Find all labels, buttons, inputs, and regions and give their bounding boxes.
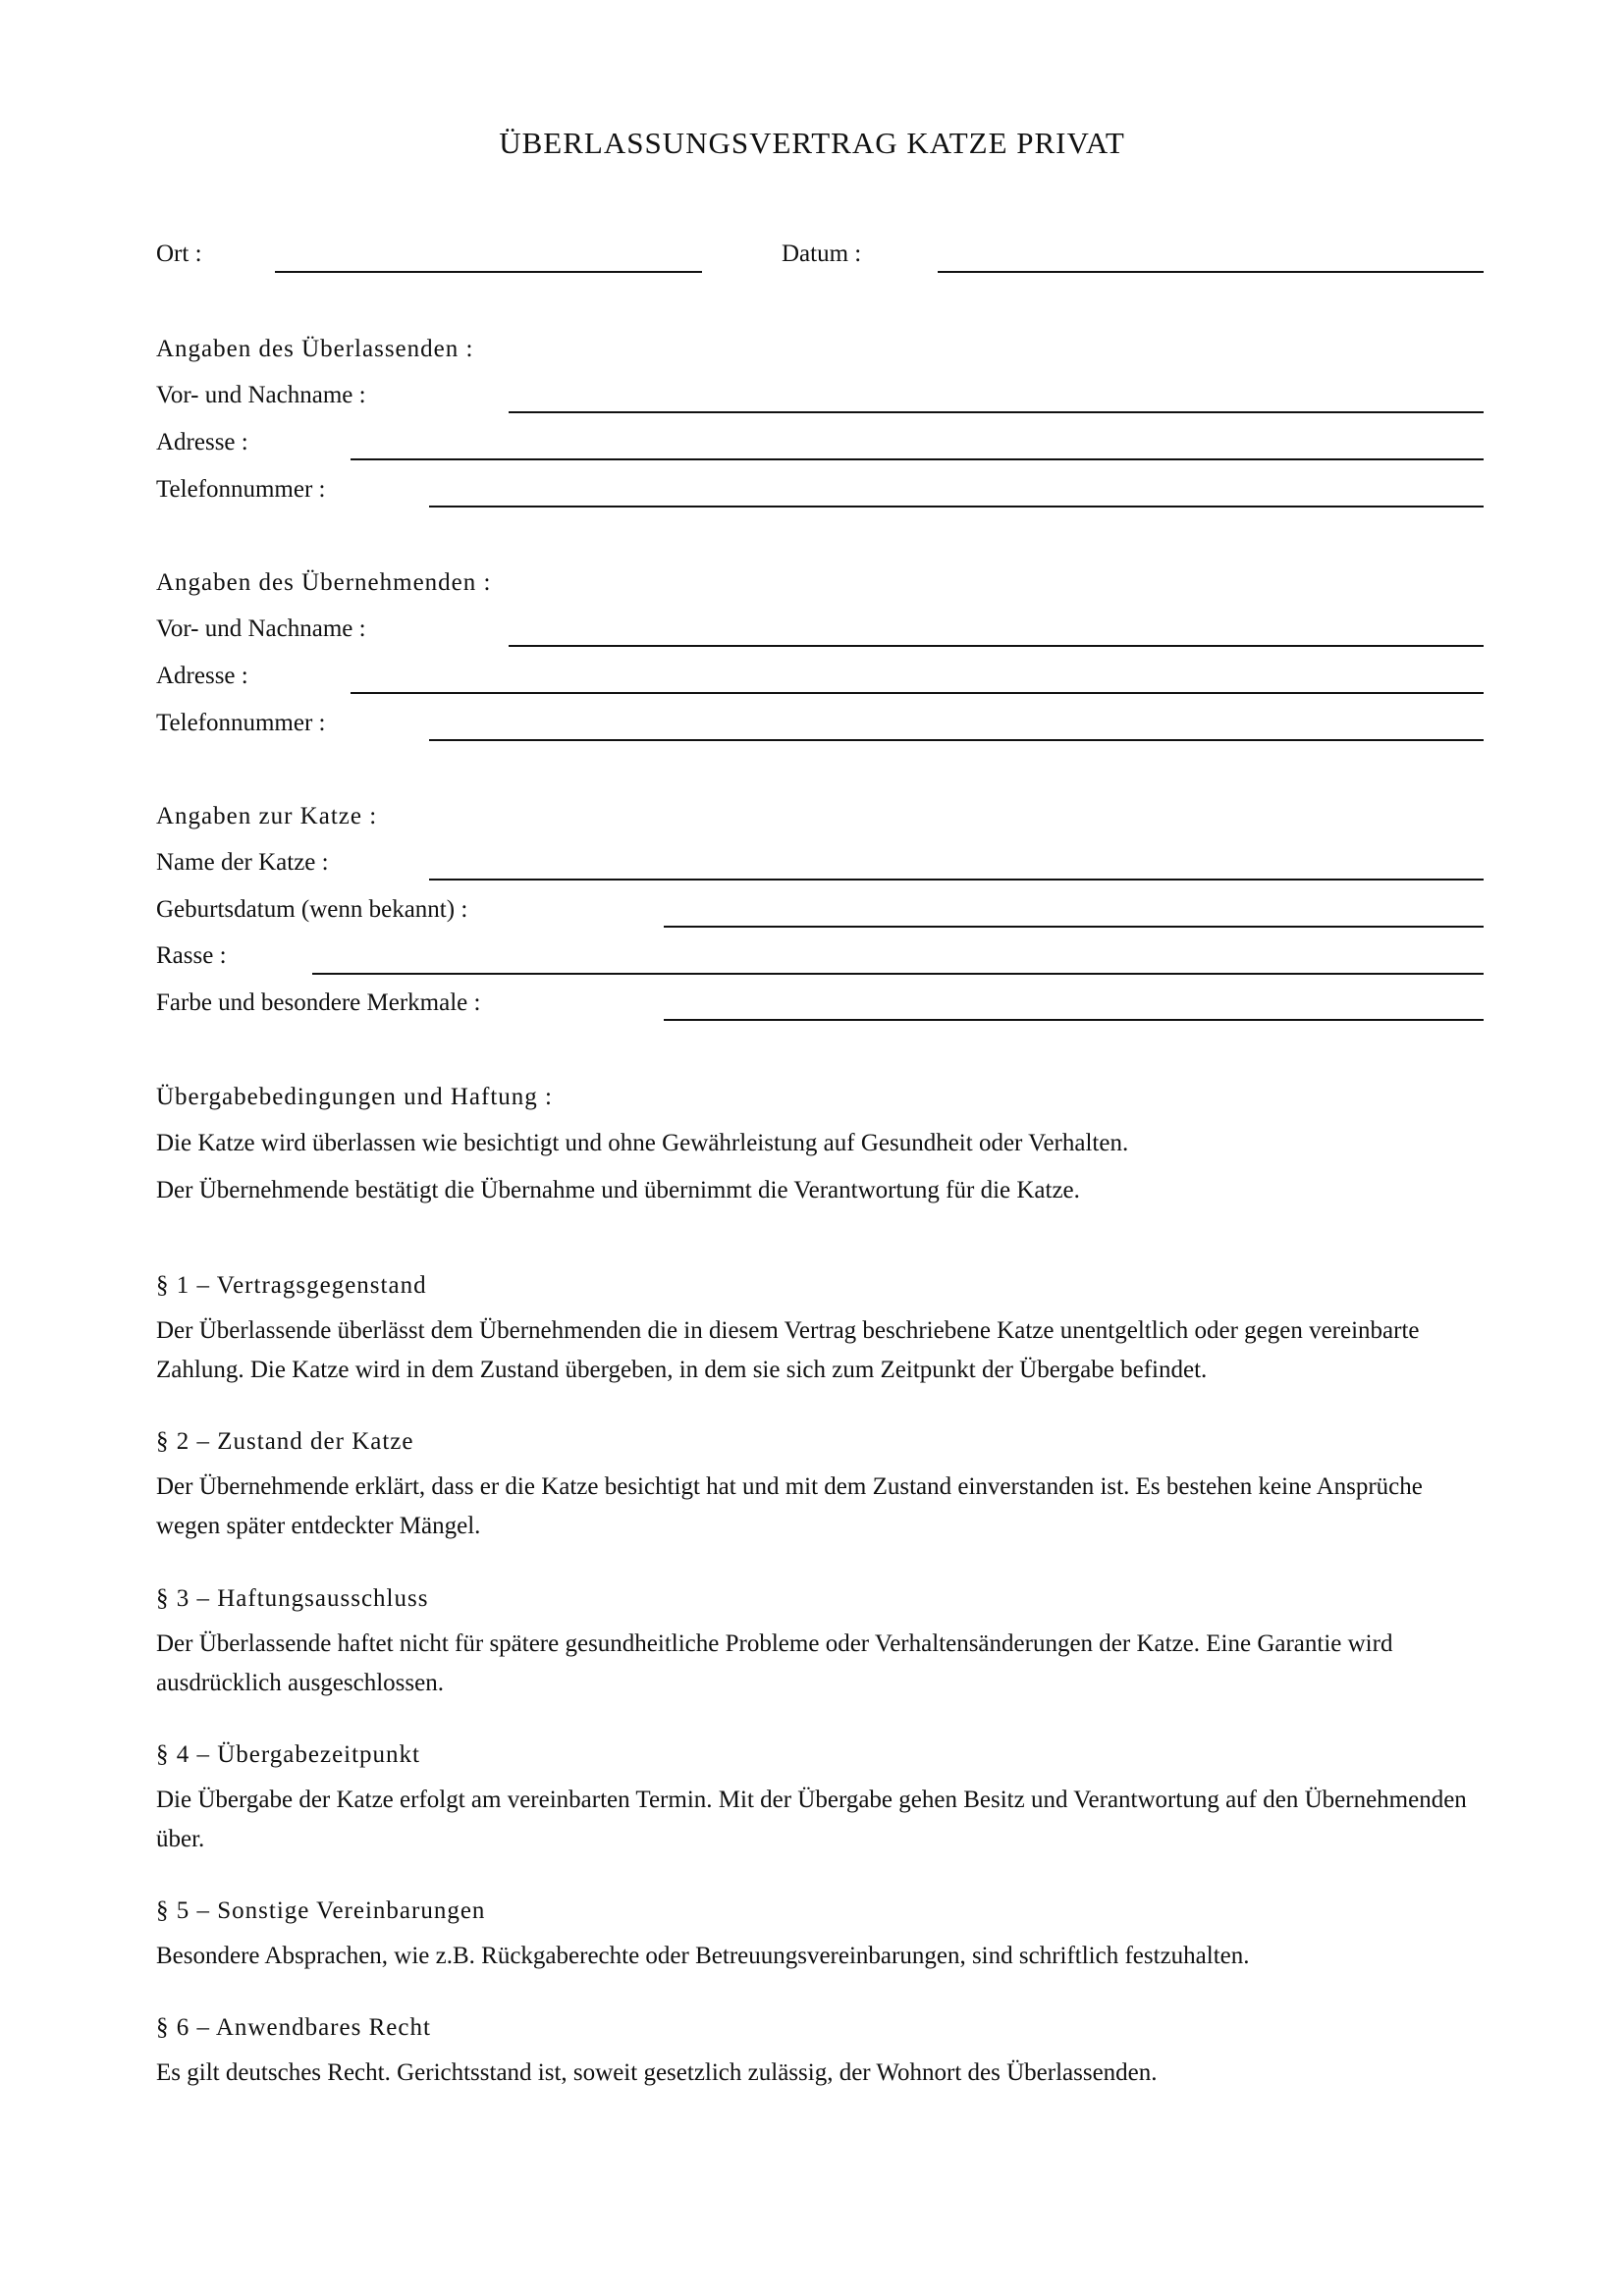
bedingungen-line-1: Die Katze wird überlassen wie besichtigt und ohne Gewährleistung auf Gesundheit oder Verhalten. [156,1130,1129,1156]
katze-rasse-label: Rasse : [156,942,227,969]
katze-farbe-label: Farbe und besondere Merkmale : [156,989,481,1016]
uebernehmender-name-label: Vor- und Nachname : [156,615,366,642]
ueberlassender-name-label: Vor- und Nachname : [156,382,366,408]
uebernehmender-name-line[interactable] [509,645,1484,647]
paragraph-2-heading: § 2 – Zustand der Katze [156,1428,414,1455]
uebernehmender-heading: Angaben des Übernehmenden : [156,569,492,596]
datum-label: Datum : [782,240,862,267]
paragraph-5-heading: § 5 – Sonstige Vereinbarungen [156,1897,486,1924]
paragraph-6-text: Es gilt deutsches Recht. Gerichtsstand ist, soweit gesetzlich zulässig, der Wohnort des Überlassenden. [156,2059,1158,2086]
uebernehmender-telefon-line[interactable] [429,739,1484,741]
uebernehmender-adresse-label: Adresse : [156,663,248,689]
paragraph-6-heading: § 6 – Anwendbares Recht [156,2014,431,2041]
uebernehmender-adresse-line[interactable] [351,692,1484,694]
datum-line[interactable] [938,271,1484,273]
ueberlassender-telefon-label: Telefonnummer : [156,476,326,503]
paragraph-2-text: Der Übernehmende erklärt, dass er die Katze besichtigt hat und mit dem Zustand einverstanden ist. Es bestehen keine Ansprüche wegen später entdeckter Mängel. [156,1473,1423,1539]
ueberlassender-heading: Angaben des Überlassenden : [156,336,474,362]
ueberlassender-telefon-line[interactable] [429,506,1484,507]
ueberlassender-adresse-line[interactable] [351,458,1484,460]
katze-name-label: Name der Katze : [156,849,329,876]
paragraph-3-heading: § 3 – Haftungsausschluss [156,1585,429,1612]
ueberlassender-name-line[interactable] [509,411,1484,413]
katze-farbe-line[interactable] [664,1019,1484,1021]
paragraph-4-text: Die Übergabe der Katze erfolgt am vereinbarten Termin. Mit der Übergabe gehen Besitz und Verantwortung auf den Übernehmenden über. [156,1787,1467,1852]
ort-line[interactable] [275,271,702,273]
paragraph-1-text: Der Überlassende überlässt dem Übernehmenden die in diesem Vertrag beschriebene Katze unentgeltlich oder gegen vereinbarte Zahlung. Die Katze wird in dem Zustand übergeben, in dem sie sich zum Zeitpunkt der Übergabe befindet. [156,1317,1420,1383]
ueberlassender-adresse-label: Adresse : [156,429,248,455]
paragraph-3-text: Der Überlassende haftet nicht für spätere gesundheitliche Probleme oder Verhaltensänderungen der Katze. Eine Garantie wird ausdrücklich ausgeschlossen. [156,1630,1393,1696]
katze-geburtsdatum-line[interactable] [664,926,1484,928]
uebernehmender-telefon-label: Telefonnummer : [156,710,326,736]
bedingungen-heading: Übergabebedingungen und Haftung : [156,1084,553,1110]
bedingungen-line-2: Der Übernehmende bestätigt die Übernahme und übernimmt die Verantwortung für die Katze. [156,1177,1080,1203]
katze-heading: Angaben zur Katze : [156,803,378,829]
paragraph-4-heading: § 4 – Übergabezeitpunkt [156,1741,420,1768]
paragraph-1-heading: § 1 – Vertragsgegenstand [156,1272,427,1299]
paragraph-5-text: Besondere Absprachen, wie z.B. Rückgaberechte oder Betreuungsvereinbarungen, sind schriftlich festzuhalten. [156,1943,1250,1969]
katze-rasse-line[interactable] [312,973,1484,975]
ort-label: Ort : [156,240,202,267]
katze-geburtsdatum-label: Geburtsdatum (wenn bekannt) : [156,896,468,923]
katze-name-line[interactable] [429,879,1484,881]
page-title: ÜBERLASSUNGSVERTRAG KATZE PRIVAT [499,126,1125,160]
